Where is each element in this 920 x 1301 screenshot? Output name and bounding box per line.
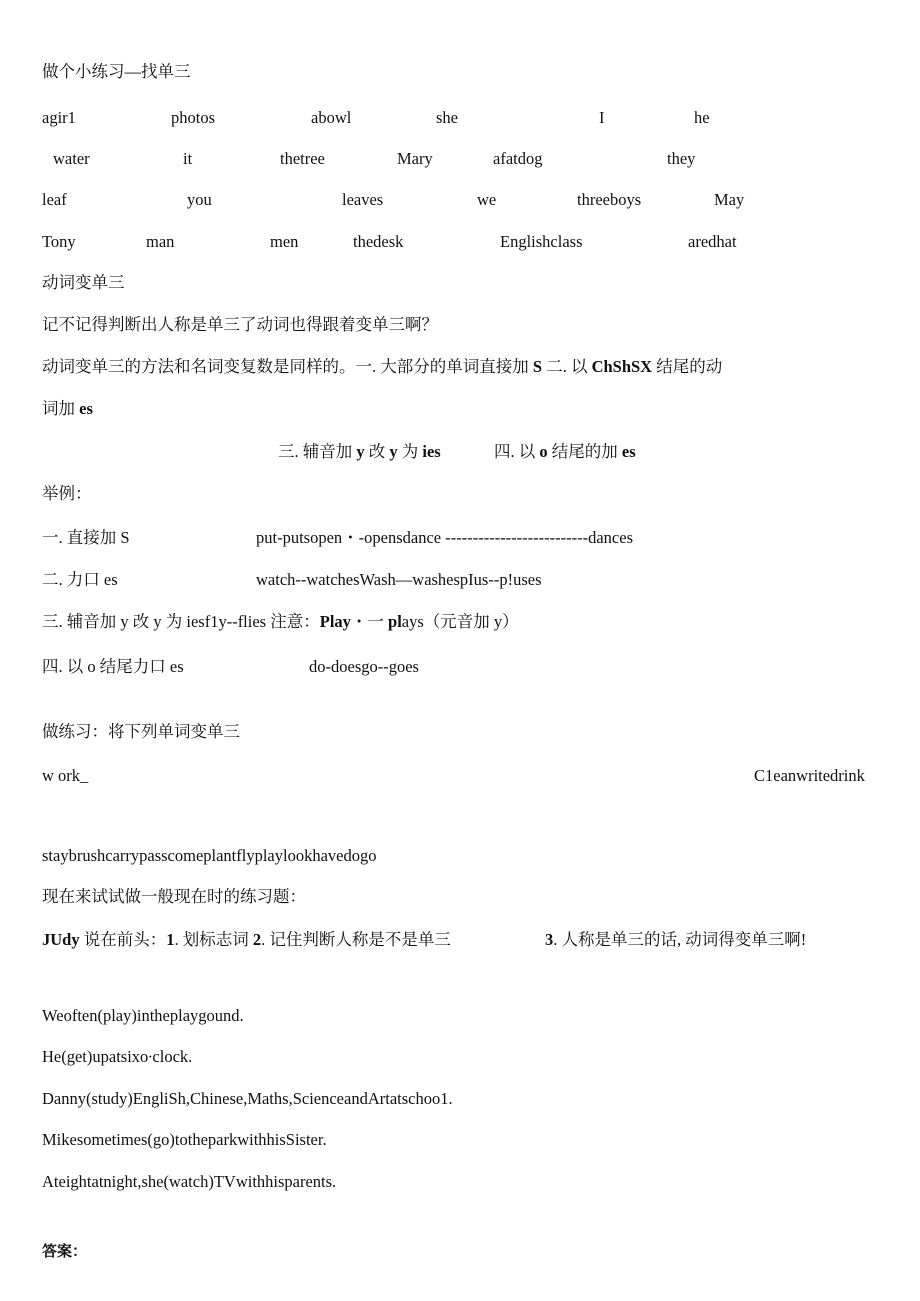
tip-text-bold: 2 xyxy=(252,930,262,949)
tip-text: . 划标志词 xyxy=(174,930,253,949)
section-title-exercise: 做练习：将下列单词变单三 xyxy=(42,722,240,741)
rule-text-bold: ChShSX xyxy=(591,357,653,376)
section-title-find-third-person: 做个小练习—找单三 xyxy=(42,62,191,81)
tip-text-bold: 1 xyxy=(166,930,175,949)
exercise-word-list: staybrushcarrypasscomeplantflyplaylookhavedogo xyxy=(42,846,377,865)
tip-text-bold: JUdy xyxy=(42,930,80,949)
tip-line xyxy=(42,930,451,950)
word-cell: man xyxy=(146,232,175,251)
word-cell: thedesk xyxy=(353,232,404,251)
word-cell: aredhat xyxy=(688,232,737,251)
exercise-word-list-right: C1eanwritedrink xyxy=(754,766,865,785)
exercise-sentence: Ateightatnight,she(watch)TVwithhisparents. xyxy=(42,1172,337,1191)
word-cell: it xyxy=(183,149,193,168)
example-text-bold: Play xyxy=(319,612,351,631)
rule-text-segment: 二. 以 xyxy=(542,357,592,376)
rule-text-segment: 动词变单三的方法和名词变复数是同样的。一. 大部分的单词直接加 xyxy=(42,357,533,376)
answer-label: 答案： xyxy=(42,1242,88,1260)
rule-text-segment: 为 xyxy=(397,442,423,461)
word-cell: Englishclass xyxy=(500,232,583,251)
example-label: 四. 以 o 结尾力口 es xyxy=(42,657,184,676)
exercise-word-blank: w ork_ xyxy=(42,766,89,785)
example-text-bold: pl xyxy=(388,612,402,631)
tip-text: . 人称是单三的话, 动词得变单三啊! xyxy=(553,930,807,949)
word-cell: Mary xyxy=(397,149,433,168)
rule-text-bold: y xyxy=(389,442,398,461)
rule-text-bold: es xyxy=(621,442,636,461)
example-text: do-doesgo--goes xyxy=(309,657,419,676)
rule-text-segment: 结尾的加 xyxy=(547,442,622,461)
word-cell: she xyxy=(436,108,458,127)
word-cell: leaves xyxy=(342,190,384,209)
word-cell: threeboys xyxy=(577,190,642,209)
tip-text: . 记住判断人称是不是单三 xyxy=(261,930,451,949)
word-cell: May xyxy=(714,190,745,209)
word-cell: thetree xyxy=(280,149,325,168)
exercise-sentence: Mikesometimes(go)totheparkwithhisSister. xyxy=(42,1130,327,1149)
example-text: ・一 xyxy=(350,612,389,631)
word-cell: they xyxy=(667,149,696,168)
example-label: 二. 力口 es xyxy=(42,570,118,589)
word-cell: agir1 xyxy=(42,108,76,127)
rule-text-bold: es xyxy=(79,399,93,418)
rule-text-line-2 xyxy=(42,399,93,419)
exercise-sentence: Danny(study)EngliSh,Chinese,Maths,ScienceandArtatschoo1. xyxy=(42,1089,453,1108)
example-3-line xyxy=(42,612,519,632)
word-cell: afatdog xyxy=(493,149,543,168)
word-cell: men xyxy=(270,232,299,251)
example-text: ays（元音加 y） xyxy=(401,612,519,631)
exercise-sentence: Weoften(play)intheplaygound. xyxy=(42,1006,244,1025)
word-cell: photos xyxy=(171,108,216,127)
word-cell: abowl xyxy=(311,108,352,127)
tip-line-part-2 xyxy=(545,930,806,950)
reminder-question: 记不记得判断出人称是单三了动词也得跟着变单三啊？ xyxy=(42,315,438,334)
rule-text-segment: 词加 xyxy=(42,399,80,418)
rule-3 xyxy=(278,442,441,462)
example-text: watch--watchesWash—washespIus--p!uses xyxy=(256,570,542,589)
word-cell: leaf xyxy=(42,190,67,209)
exercise-sentence: He(get)upatsixo∙clock. xyxy=(42,1047,193,1066)
example-text: 三. 辅音加 y 改 y 为 iesf1y--flies 注意： xyxy=(42,612,320,631)
rule-text-bold: o xyxy=(539,442,548,461)
rule-text-bold: y xyxy=(356,442,365,461)
rule-text-bold: S xyxy=(532,357,543,376)
word-cell: you xyxy=(187,190,212,209)
rule-text-segment: 改 xyxy=(364,442,390,461)
word-cell: Tony xyxy=(42,232,76,251)
tip-text-bold: 3 xyxy=(545,930,554,949)
rule-text-segment: 三. 辅音加 xyxy=(278,442,357,461)
word-cell: water xyxy=(53,149,90,168)
section-title-present-tense: 现在来试试做一般现在时的练习题： xyxy=(42,887,306,906)
examples-label: 举例： xyxy=(42,484,92,503)
rule-text-line-1 xyxy=(42,357,722,377)
example-text: put-putsopen・-opensdance --------------------------dances xyxy=(256,528,633,547)
section-title-verb-third-person: 动词变单三 xyxy=(42,273,125,292)
rule-text-bold: ies xyxy=(422,442,441,461)
rule-text-segment: 四. 以 xyxy=(494,442,540,461)
example-label: 一. 直接加 S xyxy=(42,528,130,547)
word-cell: he xyxy=(694,108,710,127)
rule-4 xyxy=(494,442,636,462)
word-cell: we xyxy=(477,190,497,209)
rule-text-segment: 结尾的动 xyxy=(652,357,723,376)
word-cell: I xyxy=(599,108,605,127)
tip-text: 说在前头： xyxy=(79,930,167,949)
